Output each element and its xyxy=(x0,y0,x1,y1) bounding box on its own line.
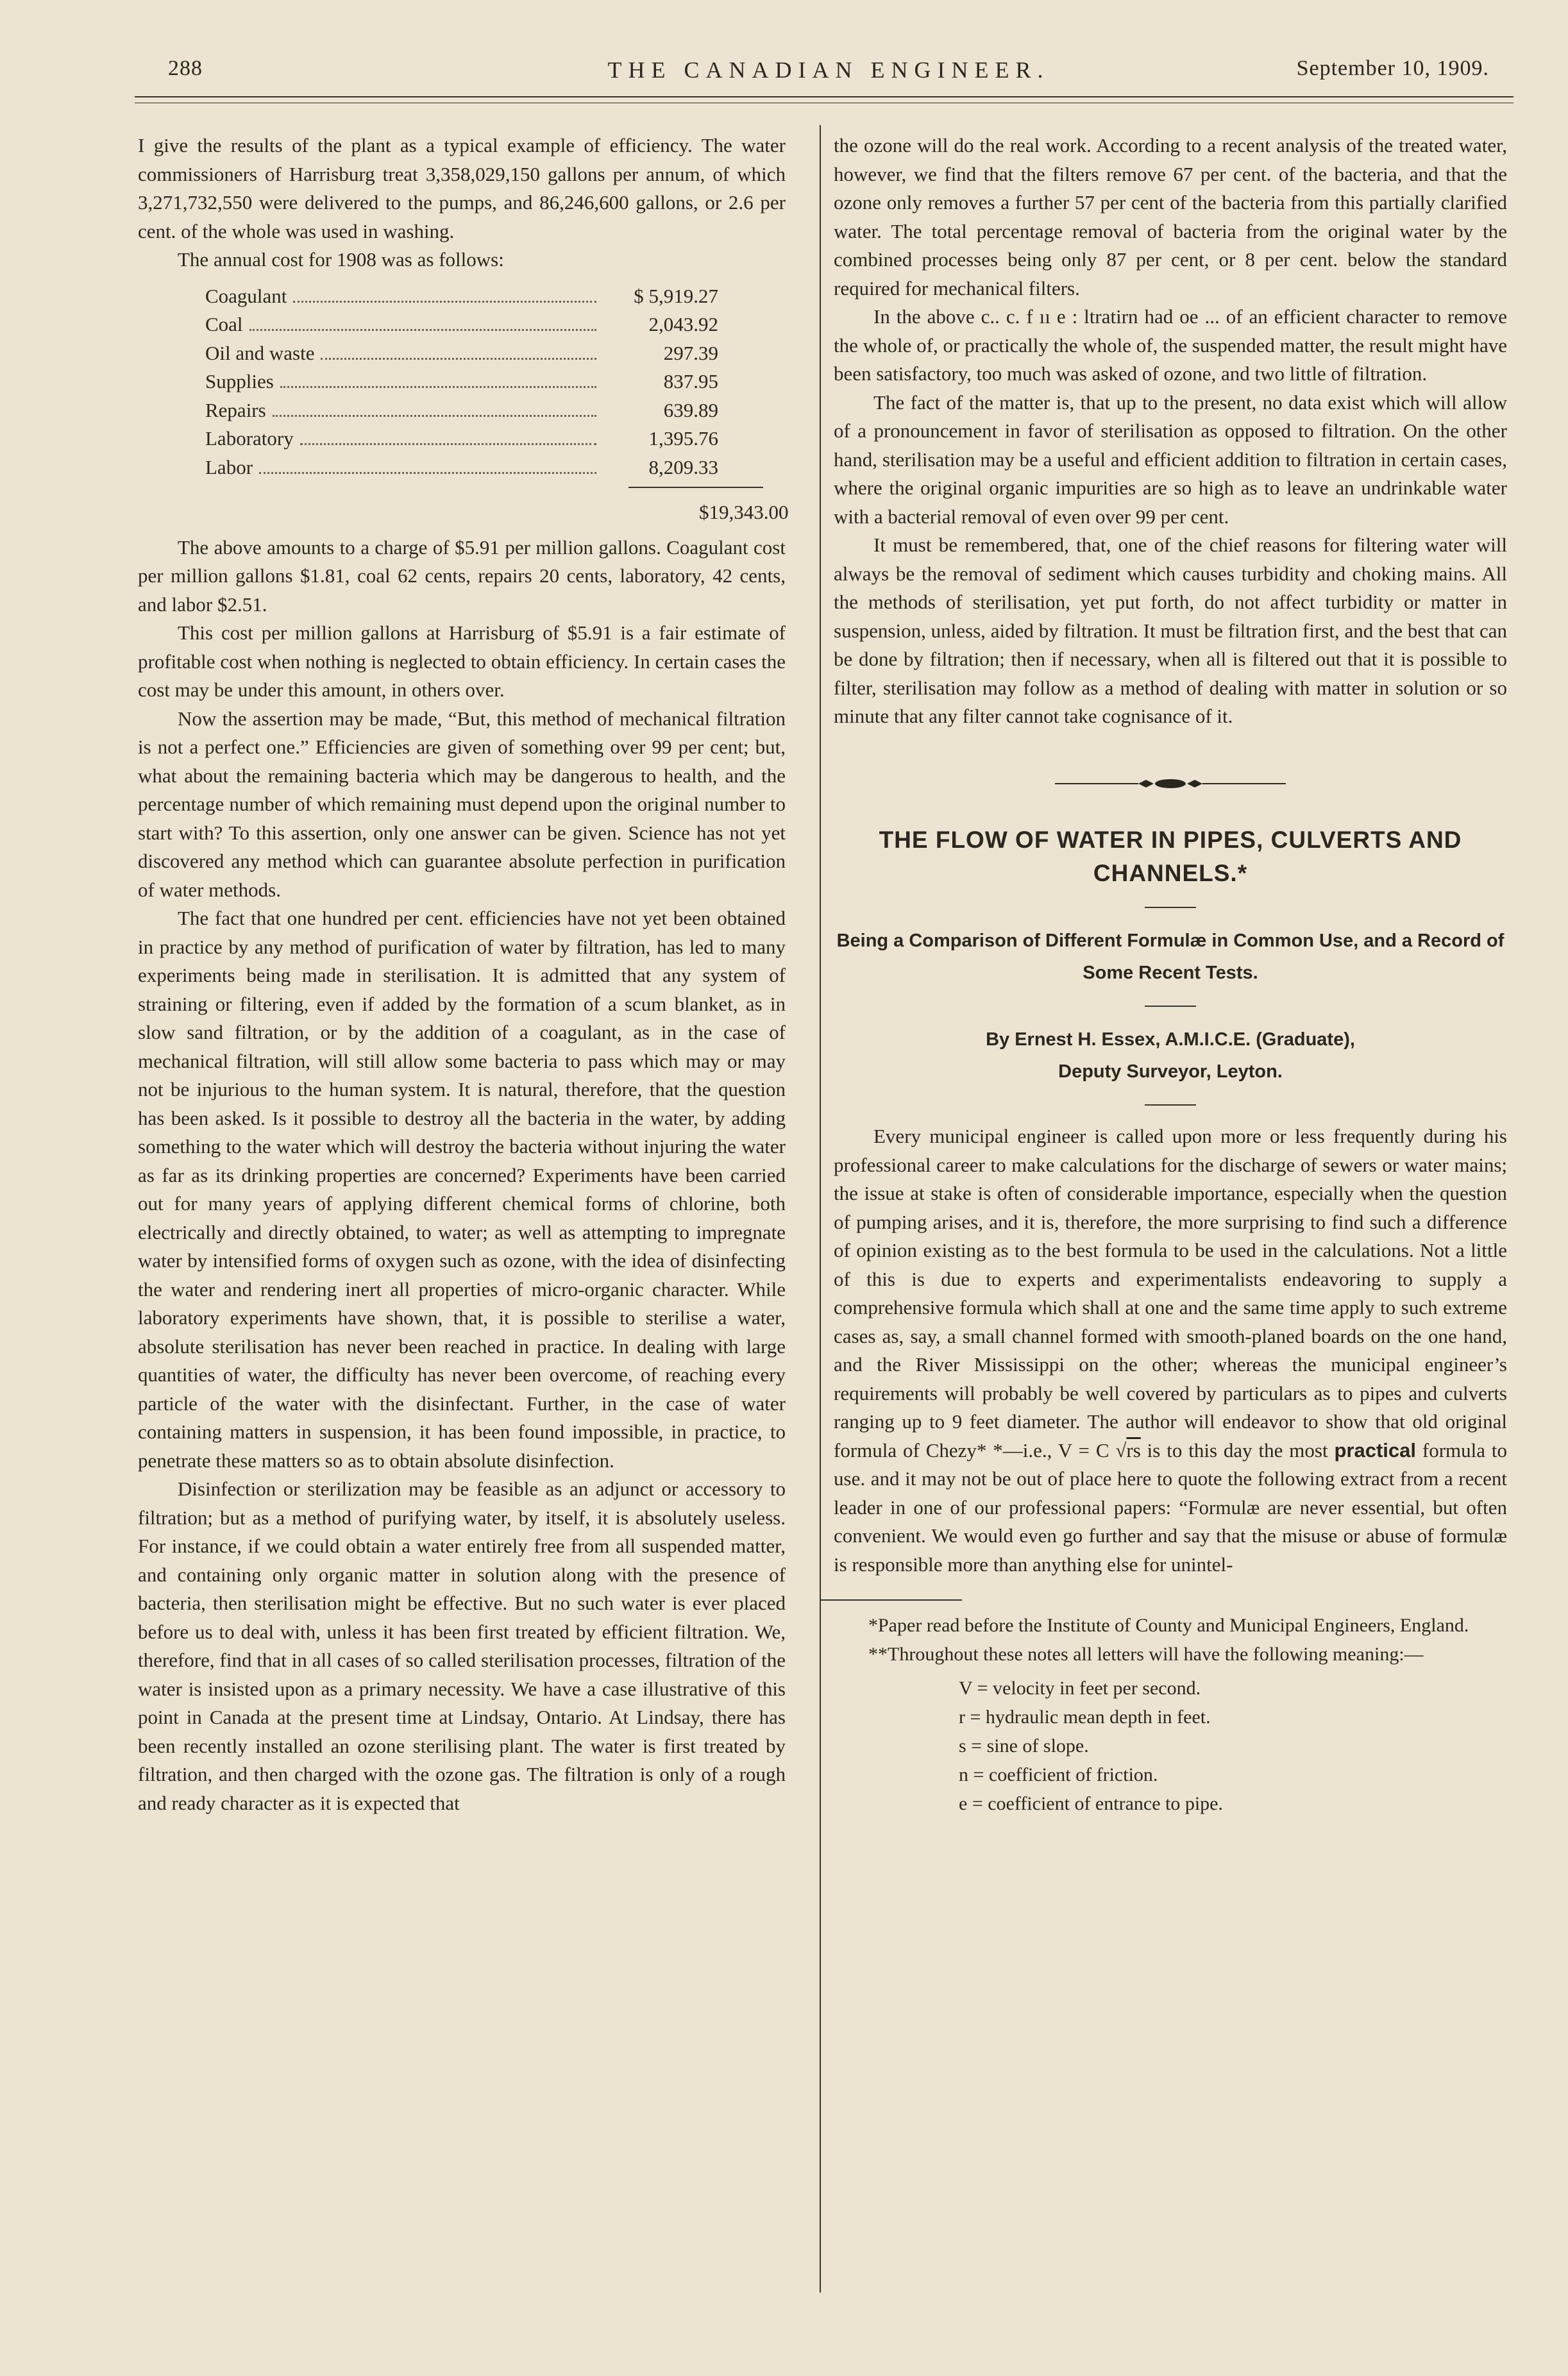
article-paragraph xyxy=(834,1122,1507,1579)
author-position: Deputy Surveyor, Leyton. xyxy=(1058,1061,1283,1082)
right-column xyxy=(834,131,1507,1818)
cost-row xyxy=(205,453,718,482)
cost-amount: 837.95 xyxy=(663,370,718,392)
dot-leader xyxy=(300,443,596,445)
cost-label: Coal xyxy=(205,313,243,335)
definition-item: e = coefficient of entrance to pipe. xyxy=(959,1793,1224,1814)
paragraph: The above amounts to a charge of $5.91 per million gallons. Coagulant cost per million gallons $1.81, coal 62 cents, repairs 20 cents, laboratory, 42 cents, and labor $2.51. xyxy=(138,535,786,616)
paragraph: This cost per million gallons at Harrisburg of $5.91 is a fair estimate of profitable cost when nothing is neglected to obtain efficiency. In certain cases the cost may be under this amount, in others over. xyxy=(138,621,786,701)
cost-row xyxy=(205,310,718,339)
article-title: THE FLOW OF WATER IN PIPES, CULVERTS AND CHANNELS.* xyxy=(879,827,1462,886)
paragraph: The fact that one hundred per cent. efficiencies have not yet been obtained in practice by any method of purification of water by filtration, has led to many experiments being made in sterilisation. It is admitted that any system of straining or filtering, even if added by the formation of a scum blanket, as in slow sand filtration, or by the addition of a coagulant, as in the case of mechanical filtration, will still allow some bacteria to pass which may or may not be injurious to the human system. It is natural, therefore, that the question has been asked. Is it possible to destroy all the bacteria in the water, by adding something to the water which will destroy the bacteria without injuring the water as far as its drinking properties are concerned? Experiments have been carried out for many years of applying different chemical forms of chlorine, both electrically and directly obtained, to water; as well as attempting to impregnate water by intensified forms of oxygen such as ozone, with the idea of disinfecting the water and rendering inert all properties of micro-organic character. While laboratory experiments have shown, that, it is possible to sterilise a water, absolute sterilisation has never been reached in practice. In dealing with large quantities of water, the difficulty has never been overcome, of reaching every particle of the water with the disinfectant. Further, in the case of water containing matters in suspension, it has been found impossible, in practice, to penetrate these matters so as to obtain absolute disinfection. xyxy=(138,907,786,1472)
author-byline: By Ernest H. Essex, A.M.I.C.E. (Graduate), xyxy=(986,1029,1355,1050)
paragraph: Now the assertion may be made, “But, this method of mechanical filtration is not a perfect one.” Efficiencies are given of something over 99 per cent; but, what about the remaining bacteria which may be dangerous to health, and the percentage number of which remaining must depend upon the original number to start with? To this assertion, only one answer can be given. Science has not yet discovered any method which can guarantee absolute perfection in purification of water methods. xyxy=(138,707,786,901)
paragraph: The fact of the matter is, that up to the present, no data exist which will allow of a pronouncement in favor of sterilisation as opposed to filtration. On the other hand, sterilisation may be a useful and efficient addition to filtration in certain cases, where the original organic impurities are so high as to leave an undrinkable water with a bacterial removal of even over 99 per cent. xyxy=(834,391,1507,528)
cost-label: Oil and waste xyxy=(205,341,315,364)
cost-label: Coagulant xyxy=(205,284,287,307)
paragraph: the ozone will do the real work. According to a recent analysis of the treated water, however, we find that the filters remove 67 per cent. of the bacteria, and that the ozone only removes a further 57 per cent of the bacteria from this partially clarified water. The total percentage removal of bacteria from the original water by the combined processes being only 87 per cent, or 8 per cent. below the standard required for mechanical filters. xyxy=(834,134,1507,299)
cost-row xyxy=(205,367,718,396)
cost-label: Labor xyxy=(205,455,253,478)
column-separator xyxy=(820,125,821,2293)
footnotes xyxy=(834,1611,1507,1818)
title-rule xyxy=(1145,907,1196,908)
cost-row xyxy=(205,425,718,453)
left-column xyxy=(138,131,789,1817)
cost-amount: 2,043.92 xyxy=(648,313,718,335)
ornament-divider-icon xyxy=(1055,777,1286,790)
definition-item: s = sine of slope. xyxy=(959,1735,1089,1757)
footnote: *Paper read before the Institute of County and Municipal Engineers, England. xyxy=(868,1615,1469,1636)
running-header xyxy=(168,56,1489,88)
cost-amount: 1,395.76 xyxy=(648,427,718,450)
cost-amount: 639.89 xyxy=(663,398,718,421)
paragraph: It must be remembered, that, one of the chief reasons for filtering water will always be the removal of sediment which causes turbidity and choking mains. All the methods of sterilisation, yet put forth, do not affect turbidity or matter in suspension, unless, aided by filtration. It must be filtration first, and the best that can be done by filtration; then if necessary, when all is filtered out that it is possible to filter, sterilisation may follow as a method of dealing with matter in solution or so minute that any filter cannot take cognisance of it. xyxy=(834,534,1507,727)
byline-rule xyxy=(1145,1104,1196,1106)
definition-item: r = hydraulic mean depth in feet. xyxy=(959,1706,1211,1728)
cost-table xyxy=(205,282,789,527)
dot-leader xyxy=(259,472,596,474)
cost-label: Laboratory xyxy=(205,427,294,450)
cost-label: Repairs xyxy=(205,398,266,421)
cost-amount: 297.39 xyxy=(663,341,718,364)
page-number: 288 xyxy=(168,56,203,80)
paragraph: The annual cost for 1908 was as follows: xyxy=(178,248,504,271)
text-run: Every municipal engineer is called upon more or less frequently during his professional career to make calculations for the discharge of sewers or water mains; the issue at stake is often of considerable importance, especially when the question of pumping arises, and it is, therefore, the more surprising to find such a difference of opinion existing as to the best formula to be used in the calculations. Not a little of this is due to experts and experimentalists endeavoring to supply a comprehensive formula which shall at one and the same time apply to such extreme cases as, say, a small channel formed with smooth-planed boards on the one hand, and the River Mississippi on the other; whereas the municipal engineer’s requirements will probably be well covered by particulars as to pipes and culverts ranging up to 9 feet diameter. The author will endeavor to show that old original formula of Chezy* *—i.e., V = C √ xyxy=(834,1125,1507,1462)
cost-row xyxy=(205,339,718,368)
dot-leader xyxy=(273,415,596,417)
cost-amount: 8,209.33 xyxy=(648,455,718,478)
definition-list xyxy=(959,1674,1507,1818)
dot-leader xyxy=(249,329,596,331)
cost-amount: $ 5,919.27 xyxy=(634,284,718,307)
footnote-rule xyxy=(821,1599,962,1601)
cost-label: Supplies xyxy=(205,370,274,392)
article-subtitle: Being a Comparison of Different Formulæ in Common Use, and a Record of Some Recent Tests. xyxy=(836,931,1505,983)
text-run: formula to use. and it may not be out of place here to quote the following extract from a recent leader in one of our professional papers: “Formulæ are never essential, but often convenient. We would even go further and say that the misuse or abuse of formulæ is responsible more than anything else for unintel- xyxy=(834,1438,1508,1576)
paragraph: Disinfection or sterilization may be feasible as an adjunct or accessory to filtration; but as a method of purifying water, by itself, it is absolutely useless. For instance, if we could obtain a water entirely free from all suspended matter, and containing only organic matter in solution along with the presence of bacteria, then sterilisation might be effective. But no such water is ever placed before us to deal with, unless it has been first treated by efficient filtration. We, therefore, find that in all cases of so called sterilisation processes, filtration of the water is insisted upon as a primary necessity. We have a case illustrative of this point in Canada at the present time at Lindsay, Ontario. At Lindsay, there has been recently installed an ozone sterilising plant. The water is first treated by filtration, and then charged with the ozone gas. The filtration is only of a rough and ready character as it is expected that xyxy=(138,1478,786,1814)
total-rule xyxy=(628,487,763,488)
paragraph: I give the results of the plant as a typical example of efficiency. The water commissioners of Harrisburg treat 3,358,029,150 gallons per annum, of which 3,271,732,550 were delivered to the pumps, and 86,246,600 gallons, or 2.6 per cent. of the whole was used in washing. xyxy=(138,134,786,242)
dot-leader xyxy=(293,301,596,303)
text-run: is to this day the most xyxy=(1140,1438,1335,1462)
cost-row xyxy=(205,396,718,425)
subtitle-rule xyxy=(1145,1006,1196,1007)
cost-row xyxy=(205,282,718,311)
emphasis-text: practical xyxy=(1334,1438,1416,1462)
formula-radicand: rs xyxy=(1126,1438,1141,1462)
definition-item: n = coefficient of friction. xyxy=(959,1764,1158,1785)
header-rule-thick xyxy=(135,96,1513,97)
footnote: **Throughout these notes all letters will have the following meaning:— xyxy=(868,1644,1424,1665)
definition-item: V = velocity in feet per second. xyxy=(959,1678,1201,1699)
issue-date: September 10, 1909. xyxy=(1296,56,1489,80)
cost-total: $19,343.00 xyxy=(699,501,789,523)
paragraph: In the above c.. c. f ıı e : ltratirn had oe ... of an efficient character to remove the whole of, or practically the whole of, the suspended matter, the result might have been satisfactory, too much was asked of ozone, and two little of filtration. xyxy=(834,305,1507,385)
section-ornament xyxy=(834,770,1507,798)
journal-title: THE CANADIAN ENGINEER. xyxy=(607,57,1050,83)
dot-leader xyxy=(280,386,596,388)
dot-leader xyxy=(321,358,596,360)
